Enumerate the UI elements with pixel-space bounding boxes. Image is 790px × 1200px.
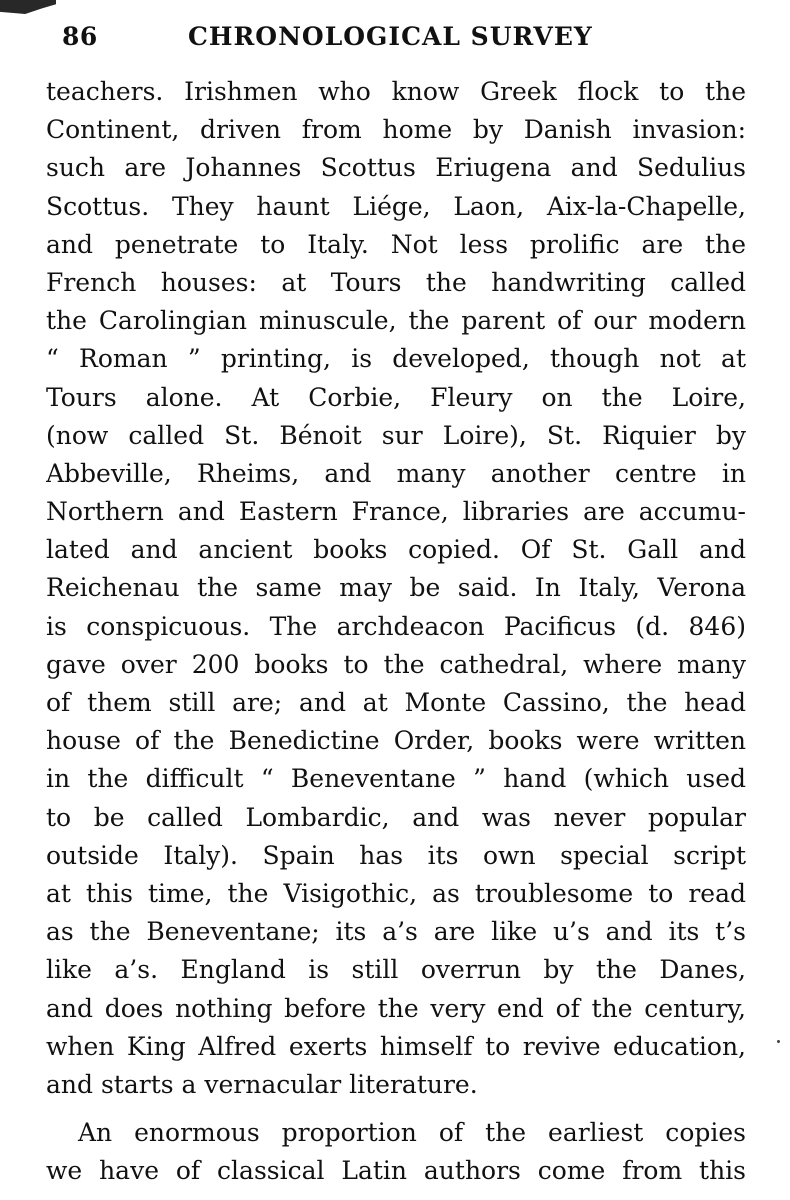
text-line: French houses: at Tours the handwriting called: [46, 267, 746, 297]
text-line: the Carolingian minuscule, the parent of our modern: [46, 306, 746, 336]
scan-corner-mark: [0, 0, 56, 14]
body-text: [46, 73, 746, 1190]
text-line: Scottus. They haunt Liége, Laon, Aix-la-Chapelle,: [46, 191, 746, 221]
text-line: as the Beneventane; its a’s are like u’s and its t’s: [46, 917, 746, 947]
text-line: “ Roman ” printing, is developed, though not at: [46, 344, 746, 374]
text-line: such are Johannes Scottus Eriugena and Sedulius: [46, 153, 746, 183]
text-line: in the difficult “ Beneventane ” hand (which used: [46, 764, 746, 794]
text-line: and penetrate to Italy. Not less prolific are the: [46, 229, 746, 259]
text-line: gave over 200 books to the cathedral, where many: [46, 649, 746, 679]
text-line: Tours alone. At Corbie, Fleury on the Loire,: [46, 382, 746, 412]
text-line: when King Alfred exerts himself to revive education,: [46, 1031, 746, 1061]
text-line: Reichenau the same may be said. In Italy, Verona: [46, 573, 746, 603]
running-head: CHRONOLOGICAL SURVEY: [188, 22, 593, 51]
text-line: Abbeville, Rheims, and many another centre in: [46, 458, 746, 488]
text-line: teachers. Irishmen who know Greek flock to the: [46, 77, 746, 106]
text-line: lated and ancient books copied. Of St. Gall and: [46, 535, 746, 565]
text-line: like a’s. England is still overrun by the Danes,: [46, 955, 746, 985]
text-line: to be called Lombardic, and was never popular: [46, 802, 746, 832]
text-line: and does nothing before the very end of the century,: [46, 993, 746, 1023]
text-line: we have of classical Latin authors come from this: [46, 1156, 746, 1186]
text-line: An enormous proportion of the earliest copies: [78, 1118, 746, 1148]
text-line: of them still are; and at Monte Cassino, the head: [46, 688, 746, 717]
scan-speck: [777, 1040, 780, 1043]
text-line: Northern and Eastern France, libraries are accumu-: [46, 497, 746, 527]
page-header: [62, 18, 732, 58]
page-number: 86: [62, 22, 98, 51]
text-line: Continent, driven from home by Danish invasion:: [46, 115, 746, 145]
text-line: outside Italy). Spain has its own special script: [46, 840, 746, 870]
text-line: is conspicuous. The archdeacon Pacificus (d. 846): [46, 611, 746, 641]
text-line: (now called St. Bénoit sur Loire), St. Riquier by: [46, 420, 746, 450]
text-line: at this time, the Visigothic, as troublesome to read: [46, 878, 746, 908]
text-line: and starts a vernacular literature.: [46, 1069, 478, 1099]
text-line: house of the Benedictine Order, books were written: [46, 726, 746, 756]
paragraph-gap: [46, 1104, 746, 1114]
